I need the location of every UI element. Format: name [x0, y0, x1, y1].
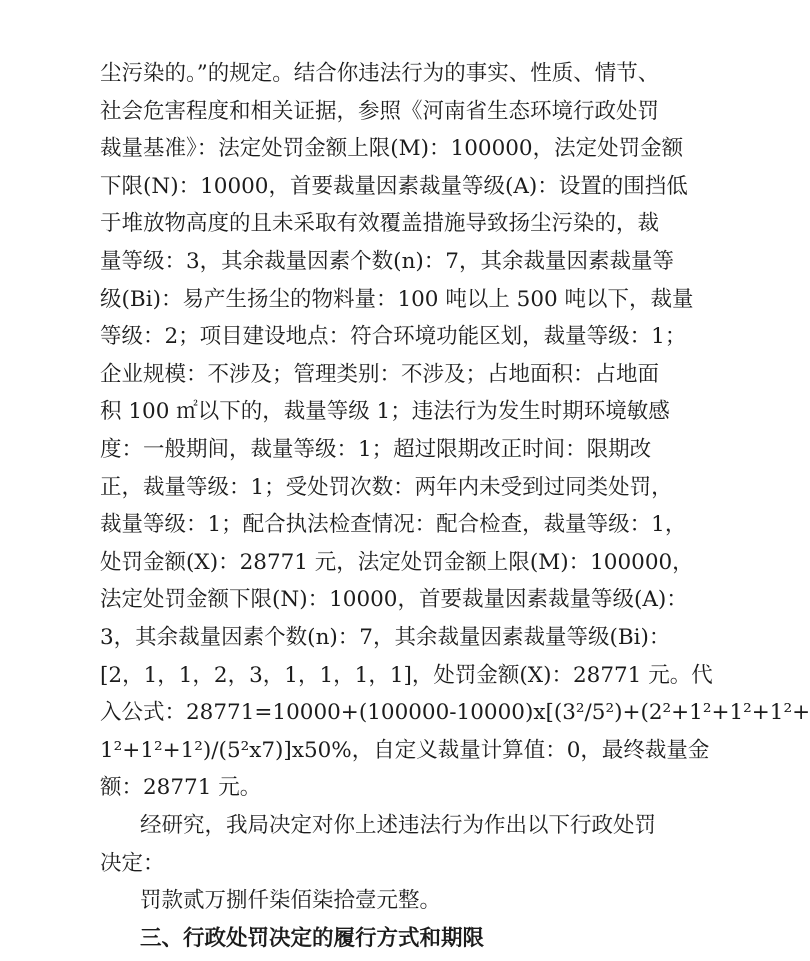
body-line-14: 处罚金额(X)：28771 元，法定处罚金额上限(M)：100000，	[100, 550, 694, 575]
body-line-4: 下限(N)：10000，首要裁量因素裁量等级(A)：设置的围挡低	[100, 174, 688, 199]
body-line-9: 企业规模：不涉及；管理类别：不涉及；占地面积：占地面	[100, 362, 660, 387]
body-line-2: 社会危害程度和相关证据，参照《河南省生态环境行政处罚	[100, 99, 660, 124]
decision-intro-line-1: 经研究，我局决定对你上述违法行为作出以下行政处罚	[140, 813, 657, 838]
body-line-19: 1²+1²+1²)/(5²x7)]x50%，自定义裁量计算值：0，最终裁量金	[100, 738, 710, 763]
body-line-10: 积 100 ㎡以下的，裁量等级 1；违法行为发生时期环境敏感	[100, 399, 670, 424]
body-line-6: 量等级：3，其余裁量因素个数(n)：7，其余裁量因素裁量等	[100, 249, 674, 274]
body-line-15: 法定处罚金额下限(N)：10000，首要裁量因素裁量等级(A)：	[100, 587, 688, 612]
body-line-3: 裁量基准》：法定处罚金额上限(M)：100000，法定处罚金额	[100, 136, 684, 161]
penalty-amount: 罚款贰万捌仟柒佰柒拾壹元整。	[140, 888, 442, 913]
section-3-heading: 三、行政处罚决定的履行方式和期限	[140, 926, 485, 951]
body-line-12: 正，裁量等级：1；受处罚次数：两年内未受到过同类处罚，	[100, 475, 673, 500]
decision-intro-line-2: 决定：	[100, 851, 165, 876]
body-line-1: 尘污染的。”的规定。结合你违法行为的事实、性质、情节、	[100, 61, 660, 86]
body-line-20: 额：28771 元。	[100, 775, 262, 800]
body-line-13: 裁量等级：1；配合执法检查情况：配合检查，裁量等级：1，	[100, 512, 687, 537]
body-line-8: 等级：2；项目建设地点：符合环境功能区划，裁量等级：1；	[100, 324, 687, 349]
body-line-17: [2，1，1，2，3，1，1，1，1]，处罚金额(X)：28771 元。代	[100, 663, 713, 688]
body-line-11: 度：一般期间，裁量等级：1；超过限期改正时间：限期改	[100, 437, 652, 462]
body-line-16: 3，其余裁量因素个数(n)：7，其余裁量因素裁量等级(Bi)：	[100, 625, 671, 650]
body-line-7: 级(Bi)：易产生扬尘的物料量：100 吨以上 500 吨以下，裁量	[100, 287, 694, 312]
body-line-5: 于堆放物高度的且未采取有效覆盖措施导致扬尘污染的，裁	[100, 211, 660, 236]
body-line-18: 入公式：28771=10000+(100000-10000)x[(3²/5²)+(2²+1²+1²+1²+	[100, 700, 810, 725]
